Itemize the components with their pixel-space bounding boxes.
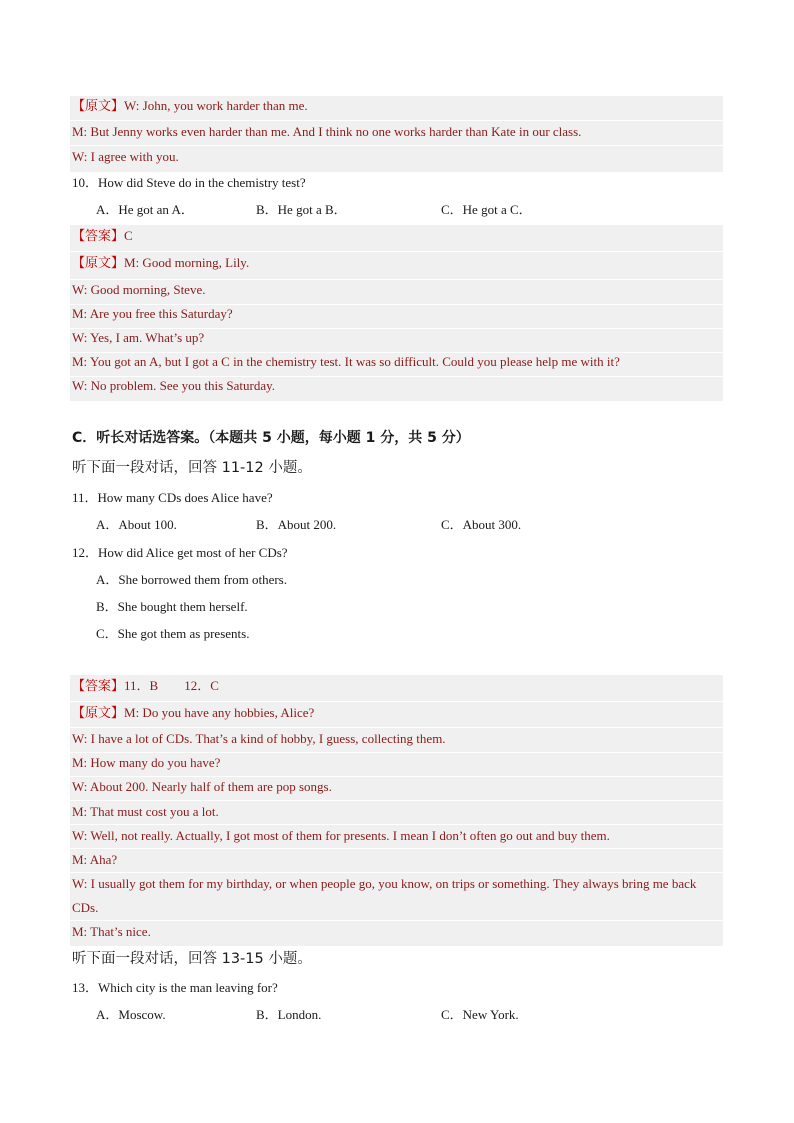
row-separator — [70, 752, 723, 753]
answer-tag: 【答案】 — [72, 228, 125, 243]
row-separator — [70, 120, 723, 121]
answer-value: 12．C — [184, 678, 219, 693]
transcript-line — [72, 255, 722, 271]
row-separator — [70, 824, 723, 825]
transcript-line: W: I usually got them for my birthday, or when people go, you know, on trips or something. They always bring me back CDs. — [72, 876, 697, 915]
row-separator — [70, 920, 723, 921]
option-a: A．Moscow. — [96, 1007, 166, 1022]
transcript-line: M: But Jenny works even harder than me. And I think no one works harder than Kate in our class. — [72, 124, 582, 139]
answer-value: C — [124, 228, 133, 243]
answer-tag: 【答案】 — [72, 678, 125, 693]
row-separator — [70, 376, 723, 377]
question-12: 12．How did Alice get most of her CDs? — [72, 545, 288, 560]
row-separator — [70, 701, 723, 702]
transcript-line: W: I agree with you. — [72, 149, 179, 164]
transcript-line: M: You got an A, but I got a C in the chemistry test. It was so difficult. Could you please help me with it? — [72, 354, 620, 369]
option-c: C．New York. — [441, 1007, 519, 1022]
transcript-tag: 【原文】 — [72, 705, 125, 720]
transcript-line: W: No problem. See you this Saturday. — [72, 378, 276, 393]
transcript-tag: 【原文】 — [72, 255, 125, 270]
option-c: C．About 300. — [441, 517, 522, 532]
question-10: 10．How did Steve do in the chemistry test? — [72, 175, 306, 190]
option-a: A．About 100. — [96, 517, 177, 532]
row-separator — [70, 848, 723, 849]
row-separator — [70, 145, 723, 146]
row-separator — [70, 776, 723, 777]
question-11: 11．How many CDs does Alice have? — [72, 490, 273, 505]
transcript-line: M: How many do you have? — [72, 755, 221, 770]
transcript-tag: 【原文】 — [72, 98, 125, 113]
option-c: C．He got a C． — [441, 202, 532, 217]
row-separator — [70, 279, 723, 280]
transcript-line: W: About 200. Nearly half of them are pop songs. — [72, 779, 332, 794]
transcript-line: M: That must cost you a lot. — [72, 804, 219, 819]
option-b: B．She bought them herself. — [96, 599, 248, 614]
answer-line — [72, 228, 722, 244]
section-heading: C．听长对话选答案。（本题共 5 小题，每小题 1 分，共 5 分） — [72, 430, 470, 446]
option-c: C．She got them as presents. — [96, 626, 250, 641]
row-separator — [70, 304, 723, 305]
question-13: 13．Which city is the man leaving for? — [72, 980, 278, 995]
transcript-line — [72, 705, 722, 721]
transcript-text: W: John, you work harder than me. — [124, 98, 308, 113]
option-b: B．About 200. — [256, 517, 337, 532]
row-separator — [70, 352, 723, 353]
transcript-line: M: Are you free this Saturday? — [72, 306, 233, 321]
transcript-line: W: I have a lot of CDs. That’s a kind of hobby, I guess, collecting them. — [72, 731, 446, 746]
transcript-line: M: That’s nice. — [72, 924, 151, 939]
option-b: B．He got a B． — [256, 202, 347, 217]
transcript-line: W: Yes, I am. What’s up? — [72, 330, 205, 345]
option-a: A．He got an A． — [96, 202, 194, 217]
option-a: A．She borrowed them from others. — [96, 572, 287, 587]
transcript-line — [72, 98, 722, 114]
answer-line — [72, 678, 722, 694]
option-b: B．London. — [256, 1007, 322, 1022]
transcript-line: M: Aha? — [72, 852, 118, 867]
row-separator — [70, 251, 723, 252]
instruction: 听下面一段对话，回答 13-15 小题。 — [72, 951, 312, 967]
row-separator — [70, 727, 723, 728]
transcript-line: W: Good morning, Steve. — [72, 282, 206, 297]
transcript-text: M: Do you have any hobbies, Alice? — [124, 705, 315, 720]
instruction: 听下面一段对话，回答 11-12 小题。 — [72, 460, 312, 476]
answer-value: 11．B — [124, 678, 159, 693]
row-separator — [70, 328, 723, 329]
transcript-text: M: Good morning, Lily. — [124, 255, 250, 270]
row-separator — [70, 800, 723, 801]
transcript-line: W: Well, not really. Actually, I got most of them for presents. I mean I don’t often go out and buy them. — [72, 828, 610, 843]
